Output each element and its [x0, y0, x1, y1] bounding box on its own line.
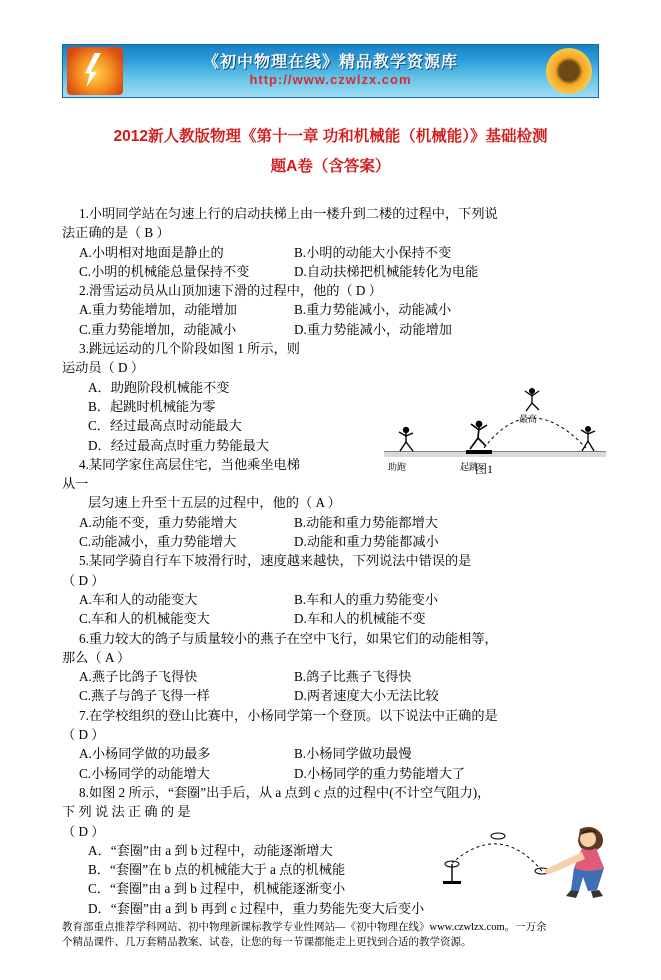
question-6-stem: 6.重力较大的鸽子与质量较小的燕子在空中飞行，如果它们的动能相等，: [79, 630, 498, 646]
question-4-options-row-2: [62, 532, 599, 551]
site-banner: [62, 44, 599, 98]
question-4-stem-cont: 从一: [62, 476, 89, 492]
question-3-option-b: B．起跳时机械能为零: [88, 398, 216, 414]
question-6-options-row-2: [62, 686, 599, 705]
figure-long-jump-caption: 图1: [475, 462, 494, 476]
banner-title: 《初中物理在线》精品教学资源库: [202, 54, 458, 71]
question-1-option-d: D.自动扶梯把机械能转化为电能: [294, 263, 479, 279]
question-7-options-row-2: [62, 764, 599, 783]
question-5-option-a: A.车和人的动能变大: [79, 591, 198, 607]
figure-ring-toss: [430, 819, 615, 909]
question-2-option-b: B.重力势能减小，动能减小: [294, 302, 452, 318]
question-8-stem-cont: 下 列 说 法 正 确 的 是: [62, 804, 191, 820]
question-5-option-b: B.车和人的重力势能变小: [294, 591, 438, 607]
question-5-answer: （ D ）: [62, 572, 105, 588]
question-8-option-c: C．“套圈”由 a 到 b 过程中，机械能逐渐变小: [88, 881, 346, 897]
question-3-option-d: D．经过最高点时重力势能最大: [88, 437, 269, 453]
question-7-answer: （ D ）: [62, 727, 105, 743]
question-1-options-row-2: [62, 262, 599, 281]
question-6-options-row-1: [62, 667, 599, 686]
question-4-option-a: A.动能不变，重力势能增大: [79, 514, 237, 530]
question-6-stem-cont: 那么（ A ）: [62, 649, 131, 665]
question-2-option-a: A.重力势能增加，动能增加: [79, 302, 237, 318]
question-6-option-c: C.燕子与鸽子飞得一样: [79, 688, 210, 704]
question-5-options-row-1: [62, 590, 599, 609]
document-page: [0, 44, 661, 980]
question-7-stem: 7.在学校组织的登山比赛中，小杨同学第一个登顶。以下说法中正确的是: [79, 707, 498, 723]
exam-body: [62, 204, 599, 918]
question-1-stem: 1.小明同学站在匀速上行的启动扶梯上由一楼升到二楼的过程中，下列说: [79, 206, 498, 221]
page-title-line1: 2012新人教版物理《第十一章 功和机械能（机械能）》基础检测: [113, 128, 548, 145]
question-6-option-d: D.两者速度大小无法比较: [294, 688, 439, 704]
footer-line-1: 教育部重点推荐学科网站、初中物理新课标教学专业性网站—《初中物理在线》www.czwlzx.com。一万余: [62, 922, 547, 933]
question-3-option-c: C．经过最高点时动能最大: [88, 418, 242, 434]
page-title: [62, 122, 599, 182]
figure-long-jump-label-takeoff: 起跳: [460, 462, 479, 472]
question-5-options-row-2: [62, 609, 599, 628]
question-7-option-a: A.小杨同学做的功最多: [79, 746, 211, 762]
question-6-option-a: A.燕子比鸽子飞得快: [79, 669, 198, 685]
footer: [62, 920, 621, 950]
question-5-option-c: C.车和人的机械能变大: [79, 611, 210, 627]
question-7-option-b: B.小杨同学做功最慢: [294, 746, 412, 762]
question-7-options-row-1: [62, 744, 599, 763]
figure-long-jump-label-approach: 助跑: [388, 462, 407, 472]
question-6-option-b: B.鸽子比燕子飞得快: [294, 669, 412, 685]
question-2-stem: 2.滑雪运动员从山顶加速下滑的过程中，他的（ D ）: [79, 283, 382, 299]
question-3-stem: 3.跳远运动的几个阶段如图 1 所示，则: [79, 341, 300, 357]
question-7-option-c: C.小杨同学的动能增大: [79, 765, 210, 781]
question-8-answer: （ D ）: [62, 823, 105, 839]
question-4-options-row-1: [62, 513, 599, 532]
question-8-option-a: A．“套圈”由 a 到 b 过程中，动能逐渐增大: [88, 842, 333, 858]
question-1-option-a: A.小明相对地面是静止的: [79, 244, 224, 260]
question-2-options-row-2: [62, 320, 599, 339]
question-7-option-d: D.小杨同学的重力势能增大了: [294, 765, 466, 781]
question-8-stem: 8.如图 2 所示，“套圈”出手后，从 a 点到 c 点的过程中(不计空气阻力)，: [79, 784, 491, 800]
question-1-option-c: C.小明的机械能总量保持不变: [79, 263, 250, 279]
question-2-option-c: C.重力势能增加，动能减小: [79, 321, 237, 337]
question-1-stem-cont: 法正确的是（ B ）: [62, 225, 170, 241]
question-2-options-row-1: [62, 300, 599, 319]
figure-ring-toss-svg: [430, 819, 615, 909]
question-4-option-b: B.动能和重力势能都增大: [294, 514, 438, 530]
footer-line-2: 个精品课件、几万套精品教案、试卷，让您的每一节课都能走上更找到合适的教学资源。: [62, 937, 472, 948]
question-5-option-d: D.车和人的机械能不变: [294, 611, 426, 627]
question-4-stem-cont2: 层匀速上升至十五层的过程中，他的（ A ）: [88, 495, 341, 511]
question-3-option-a: A．助跑阶段机械能不变: [88, 379, 230, 395]
question-4-option-d: D.动能和重力势能都减小: [294, 534, 439, 550]
question-2-option-d: D.重力势能减小，动能增加: [294, 321, 452, 337]
question-4-option-c: C.动能减小，重力势能增大: [79, 534, 237, 550]
question-5-stem: 5.某同学骑自行车下坡滑行时，速度越来越快，下列说法中错误的是: [79, 553, 472, 569]
figure-long-jump: [380, 374, 610, 482]
banner-url: http://www.czwlzx.com: [249, 72, 412, 87]
question-3-stem-cont: 运动员（ D ）: [62, 360, 145, 376]
figure-long-jump-svg: [380, 374, 610, 482]
page-title-line2: 题A卷（含答案）: [270, 158, 391, 175]
question-1-options-row-1: [62, 243, 599, 262]
question-1-option-b: B.小明的动能大小保持不变: [294, 244, 452, 260]
figure-long-jump-label-apex: 最高: [519, 414, 538, 424]
question-8-option-d: D．“套圈”由 a 到 b 再到 c 过程中，重力势能先变大后变小: [88, 900, 425, 916]
question-4-stem: 4.某同学家住高层住宅，当他乘坐电梯: [79, 456, 300, 472]
question-8-option-b: B．“套圈”在 b 点的机械能大于 a 点的机械能: [88, 862, 346, 878]
